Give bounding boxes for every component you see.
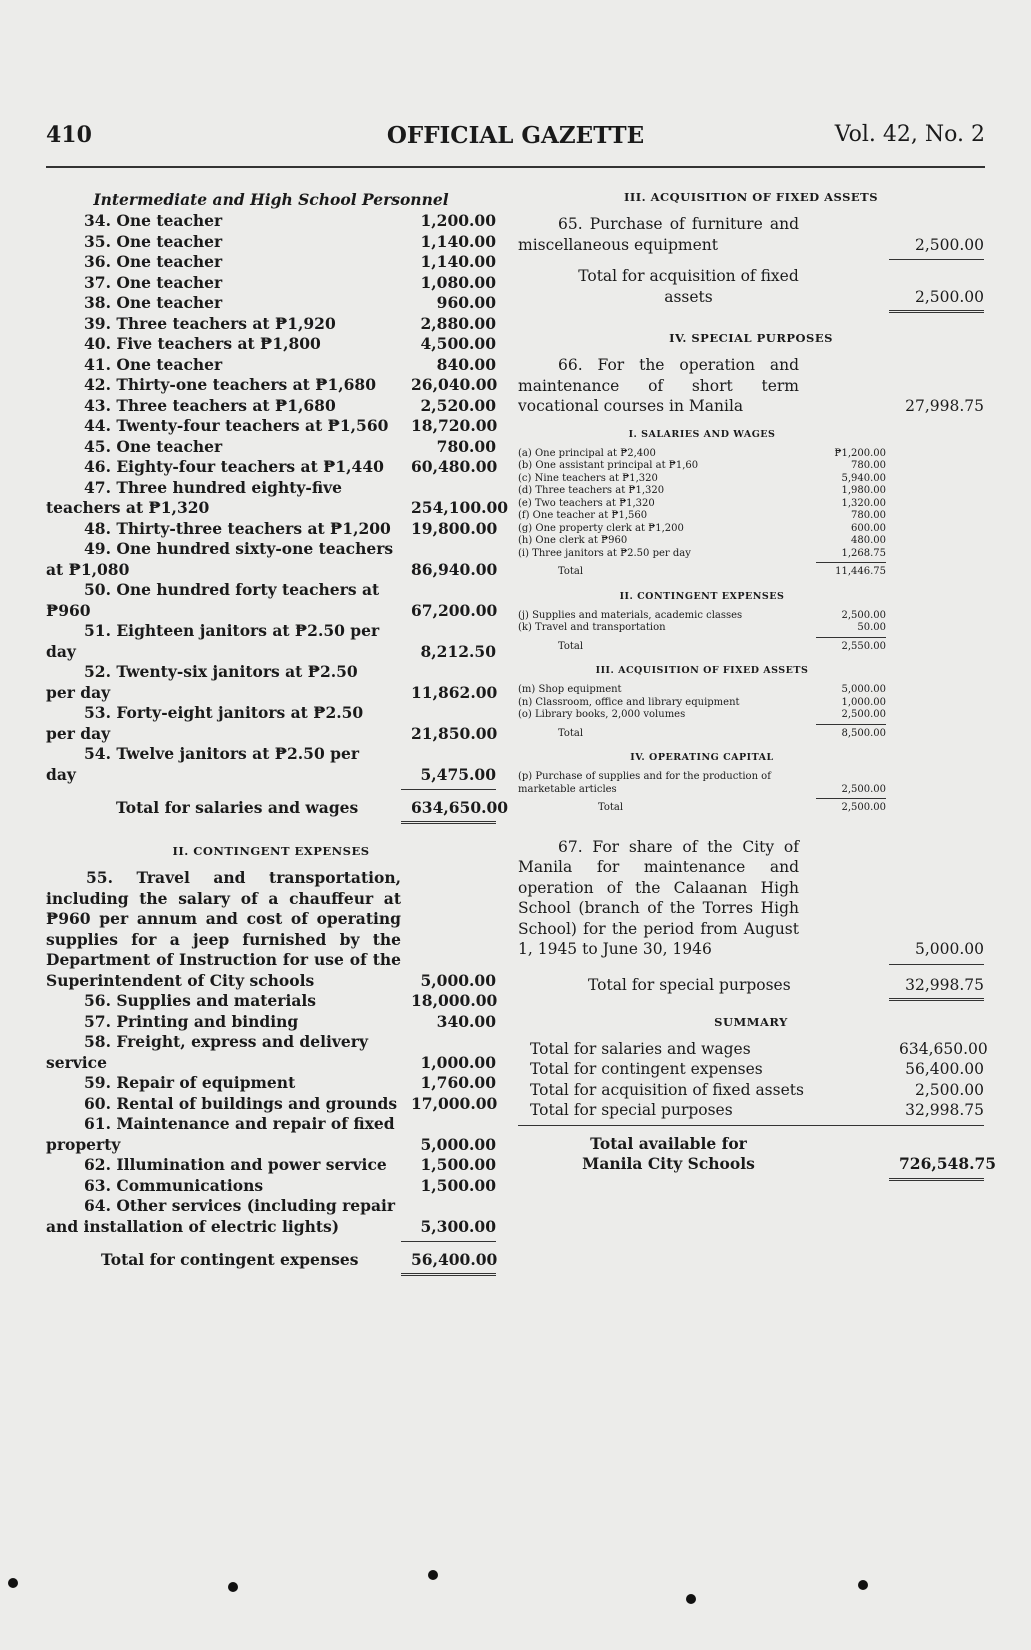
list-item [46, 211, 496, 232]
page-number: 410 [46, 122, 92, 148]
volume-number: Vol. 42, No. 2 [834, 122, 985, 147]
item-label: (a) One principal at ₱2,400 [518, 447, 656, 459]
item-label: (h) One clerk at ₱960 [518, 535, 628, 546]
right-column [518, 190, 997, 1181]
list-item [46, 437, 496, 458]
divider [518, 1125, 984, 1126]
list-item [518, 535, 886, 548]
section-heading: III. ACQUISITION OF FIXED ASSETS [623, 190, 879, 204]
page-header [46, 122, 985, 162]
header-rule [46, 166, 985, 168]
list-item [518, 548, 886, 561]
total-salaries: Total for salaries and wages 634,650.00 [116, 798, 509, 817]
list-item: 56. Supplies and materials 18,000.00 [84, 991, 498, 1010]
subtotal: Total 2,500.00 [598, 802, 886, 813]
list-item: 47. Three hundred eighty-five [84, 477, 342, 497]
item-label: 46. Eighty-four teachers at ₱1,440 [84, 457, 384, 476]
list-item: and installation of electric lights) 5,300.00 [46, 1216, 496, 1236]
list-item [518, 498, 886, 511]
item-amount: 840.00 [436, 354, 496, 374]
subtotal: Total 8,500.00 [558, 727, 886, 739]
item-amount: 5,940.00 [841, 472, 886, 484]
list-item: 48. Thirty-three teachers at ₱1,200 19,800.00 [84, 518, 498, 538]
item-label: (b) One assistant principal at ₱1,60 [518, 460, 699, 471]
vocational-breakdown [518, 429, 886, 815]
item-amount: 780.00 [851, 510, 886, 521]
item-label: (d) Three teachers at ₱1,320 [518, 485, 665, 496]
list-item [46, 232, 496, 253]
list-item: 66. For the operation and maintenance of short term vocational courses in Manila 27,998.75 [518, 356, 984, 415]
item-label: 42. Thirty-one teachers at ₱1,680 [84, 375, 376, 394]
item-label: (g) One property clerk at ₱1,200 [518, 522, 684, 534]
item-label: (c) Nine teachers at ₱1,320 [518, 472, 658, 484]
list-item: ₱960 67,200.00 [46, 600, 498, 620]
list-item: (n) Classroom, office and library equipment 1,000.00 [518, 696, 886, 708]
item-amount: 960.00 [436, 293, 496, 312]
grand-total: Total available for Manila City Schools 726,548.75 [582, 1133, 997, 1173]
list-item: 62. Illumination and power service 1,500.00 [84, 1155, 496, 1174]
item-label: (i) Three janitors at ₱2.50 per day [518, 547, 691, 559]
item-amount: 1,200.00 [420, 211, 496, 230]
item-label: 36. One teacher [84, 252, 223, 271]
scan-mark [428, 1570, 438, 1580]
divider [816, 798, 886, 799]
item-label: 34. One teacher [84, 211, 223, 230]
salary-list [518, 448, 886, 561]
item-amount: 2,880.00 [420, 313, 496, 333]
list-item: day 5,475.00 [46, 764, 496, 784]
list-item: (k) Travel and transportation 50.00 [518, 622, 886, 633]
total-contingent: Total for contingent expenses 56,400.00 [101, 1250, 498, 1269]
list-item: 51. Eighteen janitors at ₱2.50 per [84, 621, 380, 640]
list-item: (o) Library books, 2,000 volumes 2,500.00 [518, 709, 886, 720]
item-amount: 18,720.00 [411, 416, 498, 435]
divider [816, 724, 886, 725]
item-amount: 600.00 [851, 522, 886, 534]
divider [889, 998, 984, 1001]
divider [816, 637, 886, 638]
scan-mark [686, 1594, 696, 1604]
list-item: 58. Freight, express and delivery [84, 1032, 368, 1051]
item-label: 43. Three teachers at ₱1,680 [84, 395, 336, 415]
section-heading: II. CONTINGENT EXPENSES [619, 590, 785, 602]
divider [816, 562, 886, 563]
subtotal: Total 11,446.75 [558, 566, 886, 577]
section-heading: II. CONTINGENT EXPENSES [172, 844, 370, 858]
divider [889, 1178, 984, 1181]
item-amount: 1,980.00 [841, 485, 886, 496]
total-special: Total for special purposes 32,998.75 [588, 975, 984, 994]
list-item: at ₱1,080 86,940.00 [46, 559, 498, 579]
list-item: 63. Communications 1,500.00 [84, 1175, 496, 1195]
divider [401, 1273, 496, 1276]
item-amount: ₱1,200.00 [834, 447, 886, 459]
list-item [46, 416, 496, 437]
divider [401, 1241, 496, 1242]
list-item: 60. Rental of buildings and grounds 17,000.00 [84, 1093, 498, 1113]
item-amount: 780.00 [436, 436, 496, 456]
scan-mark [228, 1582, 238, 1592]
list-item [518, 485, 886, 498]
section-heading: IV. SPECIAL PURPOSES [669, 331, 833, 345]
item-amount: 1,080.00 [420, 272, 496, 292]
list-item: (j) Supplies and materials, academic classes 2,500.00 [518, 609, 886, 621]
divider [401, 821, 496, 824]
divider [889, 310, 984, 313]
divider [889, 259, 984, 260]
divider [401, 789, 496, 790]
list-item [46, 355, 496, 376]
item-amount: 1,268.75 [841, 547, 886, 559]
item-amount: 780.00 [851, 460, 886, 471]
section-heading: IV. OPERATING CAPITAL [630, 752, 774, 763]
list-item: 64. Other services (including repair [84, 1196, 396, 1215]
personnel-list [46, 211, 496, 478]
item-label: 38. One teacher [84, 293, 223, 312]
left-column [46, 190, 509, 1276]
list-item [46, 457, 496, 478]
item-amount: 1,140.00 [420, 252, 496, 271]
item-amount: 1,320.00 [841, 497, 886, 509]
item-label: (f) One teacher at ₱1,560 [518, 510, 648, 521]
item-label: (e) Two teachers at ₱1,320 [518, 497, 655, 509]
list-item [46, 293, 496, 314]
summary-row: Total for salaries and wages 634,650.00 [530, 1039, 988, 1058]
list-item [46, 314, 496, 335]
list-item: (m) Shop equipment 5,000.00 [518, 684, 886, 695]
list-item [518, 460, 886, 473]
list-item [518, 473, 886, 486]
item-amount: 4,500.00 [420, 334, 496, 353]
list-item: per day 21,850.00 [46, 723, 498, 743]
list-item: 52. Twenty-six janitors at ₱2.50 [84, 662, 358, 681]
list-item: 53. Forty-eight janitors at ₱2.50 [84, 703, 364, 722]
list-item: property 5,000.00 [46, 1134, 496, 1154]
list-item [46, 396, 496, 417]
section-subhead: Intermediate and High School Personnel [93, 190, 449, 209]
summary-row: Total for acquisition of fixed assets 2,500.00 [530, 1080, 984, 1099]
item-label: 37. One teacher [84, 272, 223, 292]
item-label: 35. One teacher [84, 231, 223, 251]
total-fixed: Total for acquisition of fixed assets 2,500.00 [578, 267, 984, 306]
item-label: 39. Three teachers at ₱1,920 [84, 313, 336, 333]
scan-mark [858, 1580, 868, 1590]
list-item: 65. Purchase of furniture and miscellaneous equipment 2,500.00 [518, 215, 984, 254]
list-item: 61. Maintenance and repair of fixed [84, 1114, 395, 1133]
list-item: per day 11,862.00 [46, 682, 498, 702]
item-amount: 2,520.00 [420, 395, 496, 415]
list-item: service 1,000.00 [46, 1052, 496, 1072]
list-item: 59. Repair of equipment 1,760.00 [84, 1073, 496, 1092]
item-label: 40. Five teachers at ₱1,800 [84, 334, 321, 353]
item-amount: 60,480.00 [411, 457, 498, 476]
list-item: 67. For share of the City of Manila for maintenance and operation of the Calaanan High School (branch of the Torres High School) for the period from August 1, 1945 to June 30, 1946 5,000.00 [518, 837, 984, 958]
list-item [46, 252, 496, 273]
list-item [46, 334, 496, 355]
list-item [518, 523, 886, 536]
list-item [46, 273, 496, 294]
list-item: teachers at ₱1,320 254,100.00 [46, 498, 509, 517]
item-label: 45. One teacher [84, 436, 223, 456]
item-amount: 480.00 [851, 535, 886, 546]
item-label: 44. Twenty-four teachers at ₱1,560 [84, 416, 389, 435]
divider [889, 964, 984, 965]
list-item: 57. Printing and binding 340.00 [84, 1011, 496, 1031]
subtotal: Total 2,550.00 [558, 640, 886, 652]
list-item: 49. One hundred sixty-one teachers [84, 539, 394, 558]
item-amount: 1,140.00 [420, 231, 496, 251]
page-title: OFFICIAL GAZETTE [386, 122, 645, 149]
list-item [46, 375, 496, 396]
list-item: (p) Purchase of supplies and for the production of marketable articles 2,500.00 [518, 771, 886, 795]
section-heading: III. ACQUISITION OF FIXED ASSETS [595, 665, 809, 676]
list-item [518, 510, 886, 523]
list-item: 54. Twelve janitors at ₱2.50 per [84, 744, 359, 763]
list-item [518, 448, 886, 461]
scan-mark [8, 1578, 18, 1588]
list-item: 50. One hundred forty teachers at [84, 580, 380, 599]
section-heading: I. SALARIES AND WAGES [628, 428, 776, 440]
summary-heading: SUMMARY [714, 1014, 788, 1029]
list-item: day 8,212.50 [46, 641, 496, 661]
summary-row: Total for special purposes 32,998.75 [530, 1101, 984, 1119]
summary-row: Total for contingent expenses 56,400.00 [530, 1060, 984, 1078]
list-item: 55. Travel and transportation, including the salary of a chauffeur at ₱960 per annum and cost of operating supplies for a jeep furnished by the Department of Instruction for use of the Superintendent of City schools 5,000.00 [46, 868, 496, 990]
item-label: 41. One teacher [84, 354, 223, 374]
item-amount: 26,040.00 [411, 375, 498, 394]
